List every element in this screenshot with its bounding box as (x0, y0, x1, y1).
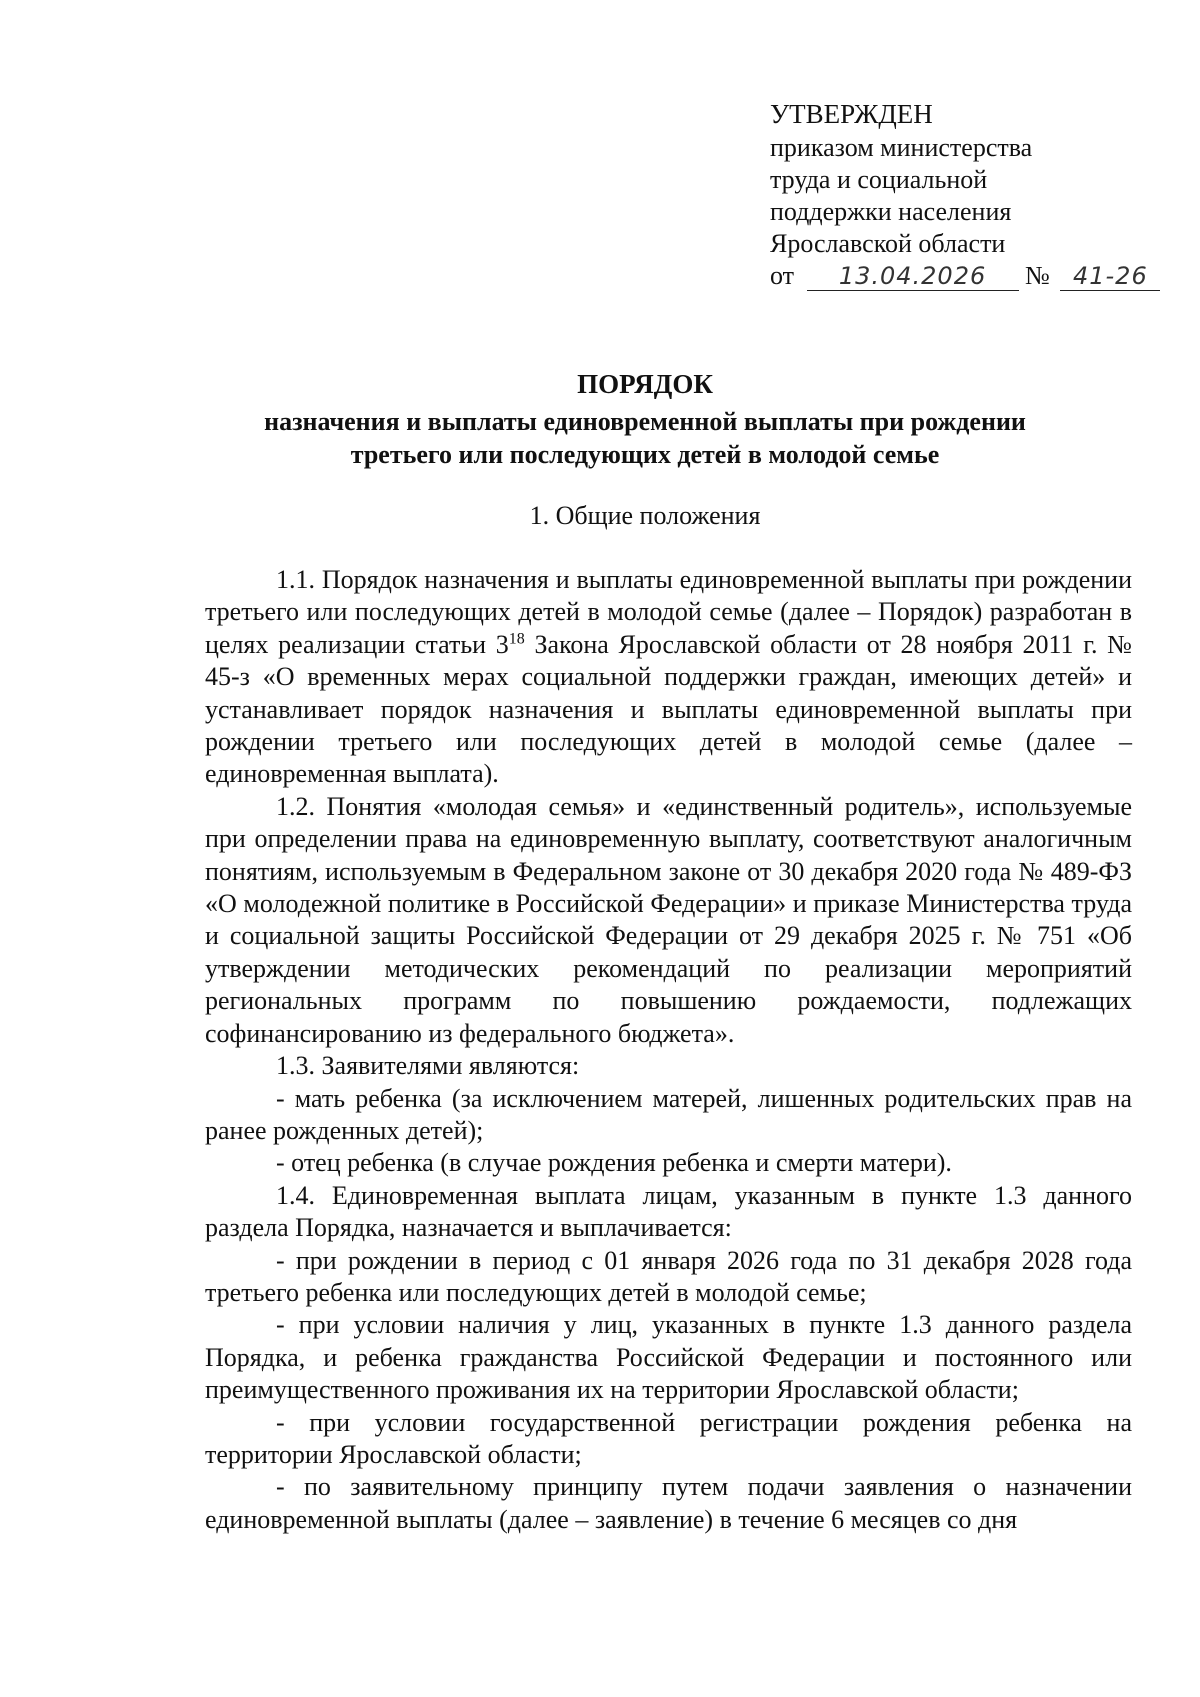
list-item: - при рождении в период с 01 января 2026 года по 31 декабря 2028 года третьего ребенка или последующих детей в молодой семье; (205, 1245, 1132, 1307)
title-line: третьего или последующих детей в молодой семье (350, 440, 940, 469)
approval-stamp-block (770, 98, 1160, 292)
approval-heading: УТВЕРЖДЕН (770, 99, 933, 129)
approval-date-number-row (770, 260, 1160, 292)
paragraph-1-3: 1.3. Заявителями являются: (276, 1051, 580, 1081)
document-title (205, 368, 1085, 471)
list-item: - при условии наличия у лиц, указанных в пункте 1.3 данного раздела Порядка, и ребенка гражданства Российской Федерации и постоянного или преимущественного проживания их на территории Ярославской области; (205, 1310, 1132, 1405)
document-body (205, 564, 1132, 1536)
paragraph-text: Закона Ярославской области от 28 ноября 2011 г. № 45-з «О временных мерах социальной поддержки граждан, имеющих детей» и устанавливает порядок назначения и выплаты единовременной выплаты при рождении третьего или последующих детей в молодой семье (далее – единовременная выплата). (205, 629, 1132, 789)
approval-line: поддержки населения (770, 197, 1012, 226)
list-item: - при условии государственной регистрации рождения ребенка на территории Ярославской области; (205, 1407, 1132, 1469)
paragraph-text: 1.1. Порядок назначения и выплаты единовременной выплаты при рождении третьего или последующих детей в молодой семье (далее – Порядок) разработан в целях реализации статьи 3 (205, 565, 1132, 659)
article-superscript: 18 (508, 630, 525, 648)
list-item: - отец ребенка (в случае рождения ребенка и смерти матери). (276, 1148, 952, 1178)
approval-line: приказом министерства (770, 133, 1033, 162)
approval-line: Ярославской области (770, 229, 1006, 258)
handwritten-number: 41-26 (1060, 262, 1160, 291)
title-main: ПОРЯДОК (577, 369, 713, 399)
approval-line: труда и социальной (770, 165, 988, 194)
section-heading: 1. Общие положения (529, 501, 761, 530)
list-item: - по заявительному принципу путем подачи заявления о назначении единовременной выплаты (далее – заявление) в течение 6 месяцев со дня (205, 1472, 1132, 1534)
title-line: назначения и выплаты единовременной выплаты при рождении (264, 407, 1026, 436)
paragraph-1-2: 1.2. Понятия «молодая семья» и «единственный родитель», используемые при определении права на единовременную выплату, соответствуют аналогичным понятиям, используемым в Федеральном законе от 30 декабря 2020 года № 489-ФЗ «О молодежной политике в Российской Федерации» и приказе Министерства труда и социальной защиты Российской Федерации от 29 декабря 2025 г. № 751 «Об утверждении методических рекомендаций по реализации мероприятий региональных программ по повышению рождаемости, подлежащих софинансированию из федерального бюджета». (205, 791, 1132, 1048)
list-item: - мать ребенка (за исключением матерей, лишенных родительских прав на ранее рожденных детей); (205, 1083, 1132, 1145)
number-prefix: № (1025, 261, 1050, 290)
paragraph-1-4: 1.4. Единовременная выплата лицам, указанным в пункте 1.3 данного раздела Порядка, назначается и выплачивается: (205, 1180, 1132, 1243)
handwritten-date: 13.04.2026 (807, 262, 1019, 291)
date-prefix: от (770, 261, 795, 290)
paragraph-1-1 (205, 564, 1132, 791)
